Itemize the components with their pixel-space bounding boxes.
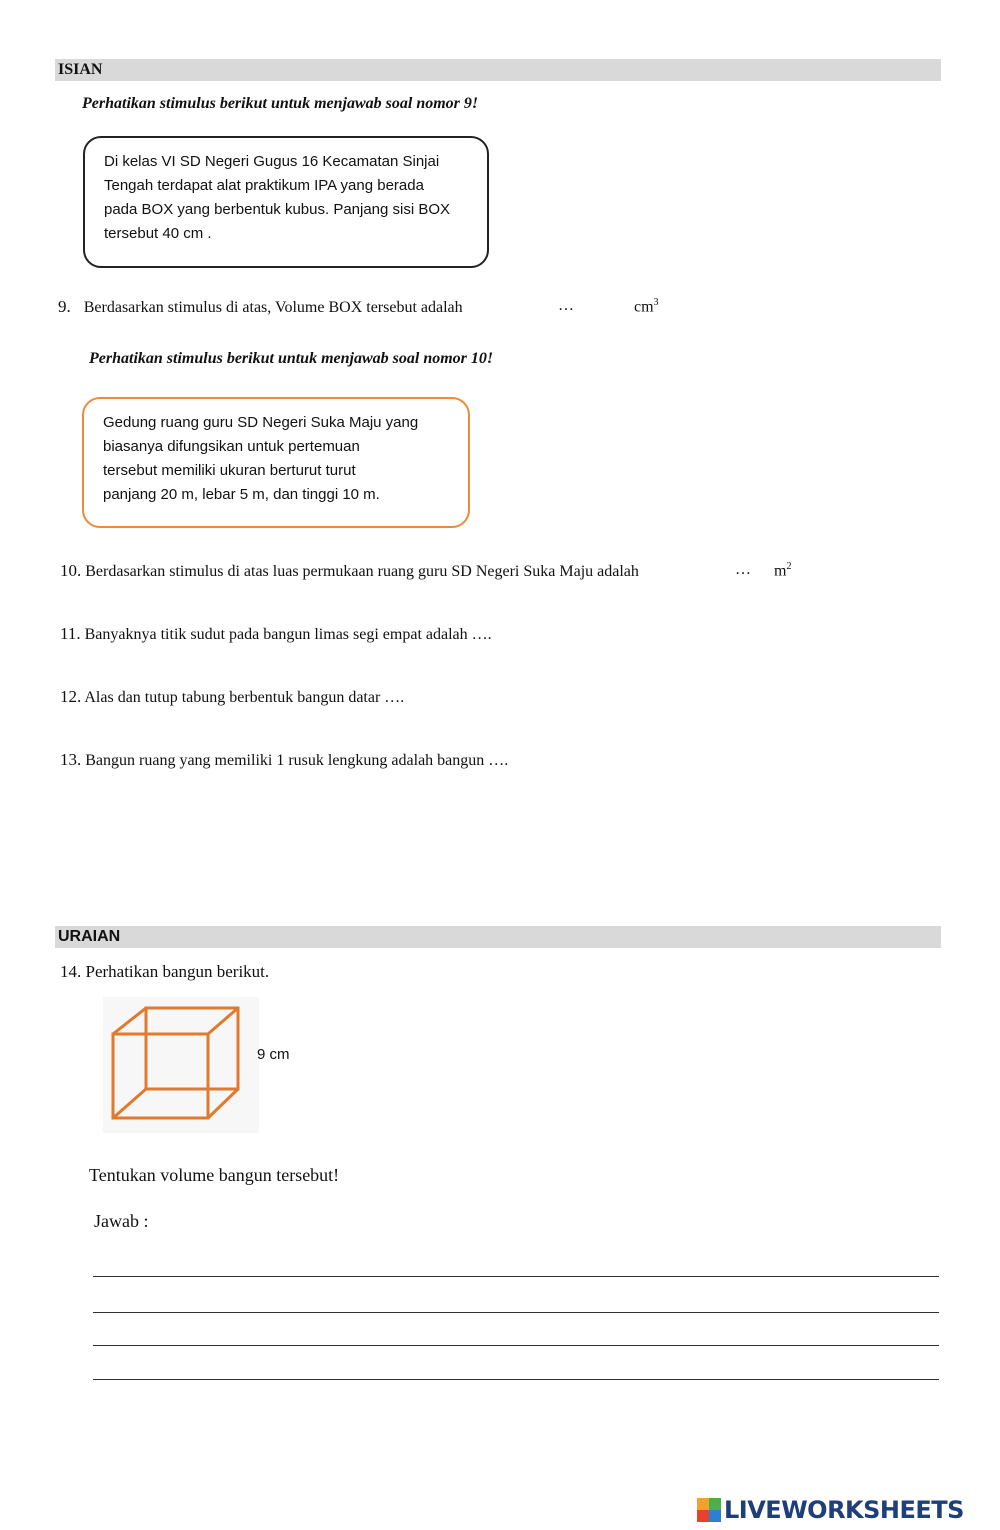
stimulus2-line: Gedung ruang guru SD Negeri Suka Maju yang (103, 414, 419, 431)
cube-side-label: 9 cm (257, 1046, 290, 1063)
section-header-isian: ISIAN (55, 59, 941, 81)
stimulus2-line: tersebut memiliki ukuran berturut turut (103, 462, 356, 479)
stimulus1-line: Tengah terdapat alat praktikum IPA yang berada (104, 177, 424, 194)
stimulus1-line: pada BOX yang berbentuk kubus. Panjang sisi BOX (104, 201, 451, 218)
answer-blank-9[interactable]: … (558, 297, 574, 314)
unit-9 (634, 297, 659, 316)
task-text: Tentukan volume bangun tersebut! (89, 1165, 340, 1185)
stimulus2-line: biasanya difungsikan untuk pertemuan (103, 438, 360, 455)
stimulus2-line: panjang 20 m, lebar 5 m, dan tinggi 10 m. (103, 486, 380, 503)
question-number: 13. (60, 750, 82, 769)
stimulus1-instruction: Perhatikan stimulus berikut untuk menjawab soal nomor 9! (82, 95, 479, 112)
question-10 (60, 561, 639, 581)
unit-base: cm (634, 298, 654, 316)
answer-line[interactable] (93, 1379, 939, 1380)
question-number: 14. (60, 962, 82, 981)
question-text: Berdasarkan stimulus di atas luas permukaan ruang guru SD Negeri Suka Maju adalah (85, 563, 639, 580)
unit-base: m (774, 562, 787, 580)
stimulus2-instruction: Perhatikan stimulus berikut untuk menjawab soal nomor 10! (89, 350, 494, 367)
question-number: 12. (60, 687, 82, 706)
answer-line[interactable] (93, 1345, 939, 1346)
answer-line[interactable] (93, 1312, 939, 1313)
question-12 (60, 687, 404, 707)
question-11 (60, 624, 492, 644)
question-number: 11. (60, 624, 81, 643)
unit-exponent: 2 (786, 561, 792, 572)
stimulus1-box (83, 136, 489, 268)
question-number: 10. (60, 561, 82, 580)
unit-10 (774, 561, 791, 580)
question-text: Berdasarkan stimulus di atas, Volume BOX tersebut adalah (83, 299, 463, 316)
section-header-uraian: URAIAN (55, 926, 941, 948)
question-text: Banyaknya titik sudut pada bangun limas segi empat adalah …. (84, 626, 492, 643)
cube-figure (103, 997, 259, 1133)
stimulus1-line: tersebut 40 cm . (104, 225, 212, 242)
question-text: Perhatikan bangun berikut. (85, 962, 270, 981)
answer-blank-10[interactable]: … (735, 561, 751, 578)
question-14 (60, 962, 269, 982)
question-text: Bangun ruang yang memiliki 1 rusuk lengkung adalah bangun …. (85, 752, 509, 769)
question-13 (60, 750, 508, 770)
liveworksheets-logo (697, 1494, 964, 1526)
logo-text: LIVEWORKSHEETS (724, 1496, 964, 1524)
question-number: 9. (58, 297, 71, 316)
question-9 (58, 297, 463, 317)
liveworksheets-logo-icon (697, 1498, 721, 1522)
unit-exponent: 3 (653, 297, 659, 308)
answer-label: Jawab : (94, 1211, 149, 1231)
question-text: Alas dan tutup tabung berbentuk bangun datar …. (84, 689, 405, 706)
stimulus2-box (82, 397, 470, 528)
stimulus1-line: Di kelas VI SD Negeri Gugus 16 Kecamatan Sinjai (104, 153, 440, 170)
answer-line[interactable] (93, 1276, 939, 1277)
